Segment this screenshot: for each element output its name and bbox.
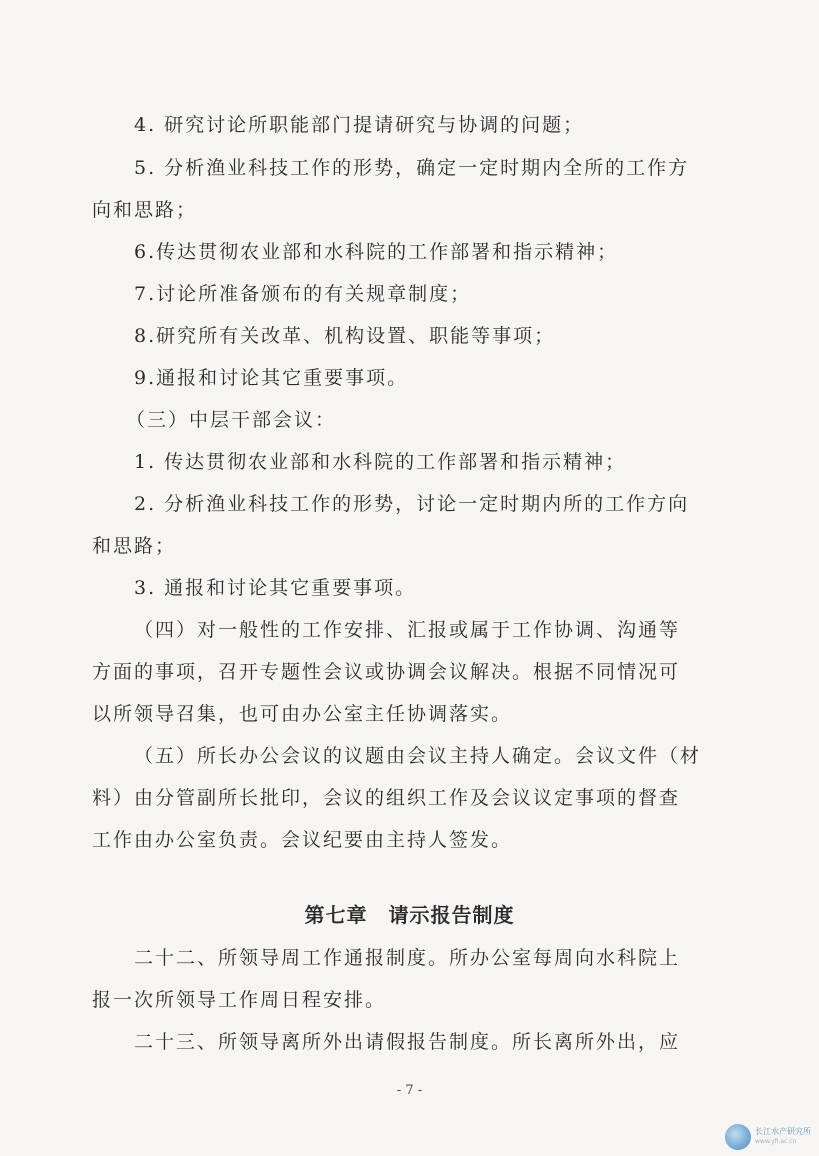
text-line: 9.通报和讨论其它重要事项。 <box>134 367 409 389</box>
text-line: 和思路； <box>92 535 177 557</box>
text-line: 报一次所领导工作周日程安排。 <box>92 989 387 1011</box>
watermark <box>725 1124 811 1150</box>
text-line: 2. 分析渔业科技工作的形势，讨论一定时期内所的工作方向 <box>134 493 690 515</box>
text-line: 二十三、所领导离所外出请假报告制度。所长离所外出，应 <box>134 1031 681 1053</box>
institute-logo-icon <box>725 1124 751 1150</box>
text-line: 工作由办公室负责。会议纪要由主持人签发。 <box>92 829 513 851</box>
page-number: - 7 - <box>396 1083 423 1098</box>
text-line: 6.传达贯彻农业部和水科院的工作部署和指示精神； <box>134 241 619 263</box>
text-line: 以所领导召集，也可由办公室主任协调落实。 <box>92 703 513 725</box>
text-line: 二十二、所领导周工作通报制度。所办公室每周向水科院上 <box>134 947 681 969</box>
text-line: 料）由分管副所长批印，会议的组织工作及会议议定事项的督查 <box>92 787 681 809</box>
text-line: 3. 通报和讨论其它重要事项。 <box>134 577 417 599</box>
text-line: 7.讨论所准备颁布的有关规章制度； <box>134 283 472 305</box>
text-line: 1. 传达贯彻农业部和水科院的工作部署和指示精神； <box>134 451 627 473</box>
text-line: 5. 分析渔业科技工作的形势，确定一定时期内全所的工作方 <box>134 157 690 179</box>
text-line: （四）对一般性的工作安排、汇报或属于工作协调、沟通等 <box>134 619 681 641</box>
watermark-name: 长江水产研究所 <box>755 1127 811 1136</box>
text-line: 方面的事项，召开专题性会议或协调会议解决。根据不同情况可 <box>92 661 681 683</box>
section-heading: （三）中层干部会议： <box>126 409 337 431</box>
watermark-text <box>755 1127 811 1147</box>
watermark-url: www.yfi.ac.cn <box>755 1138 797 1145</box>
chapter-heading: 第七章 请示报告制度 <box>304 903 515 927</box>
text-line: （五）所长办公会议的议题由会议主持人确定。会议文件（材 <box>134 745 702 767</box>
text-line: 4. 研究讨论所职能部门提请研究与协调的问题； <box>134 114 585 136</box>
text-line: 8.研究所有关改革、机构设置、职能等事项； <box>134 325 556 347</box>
text-line: 向和思路； <box>92 199 198 221</box>
